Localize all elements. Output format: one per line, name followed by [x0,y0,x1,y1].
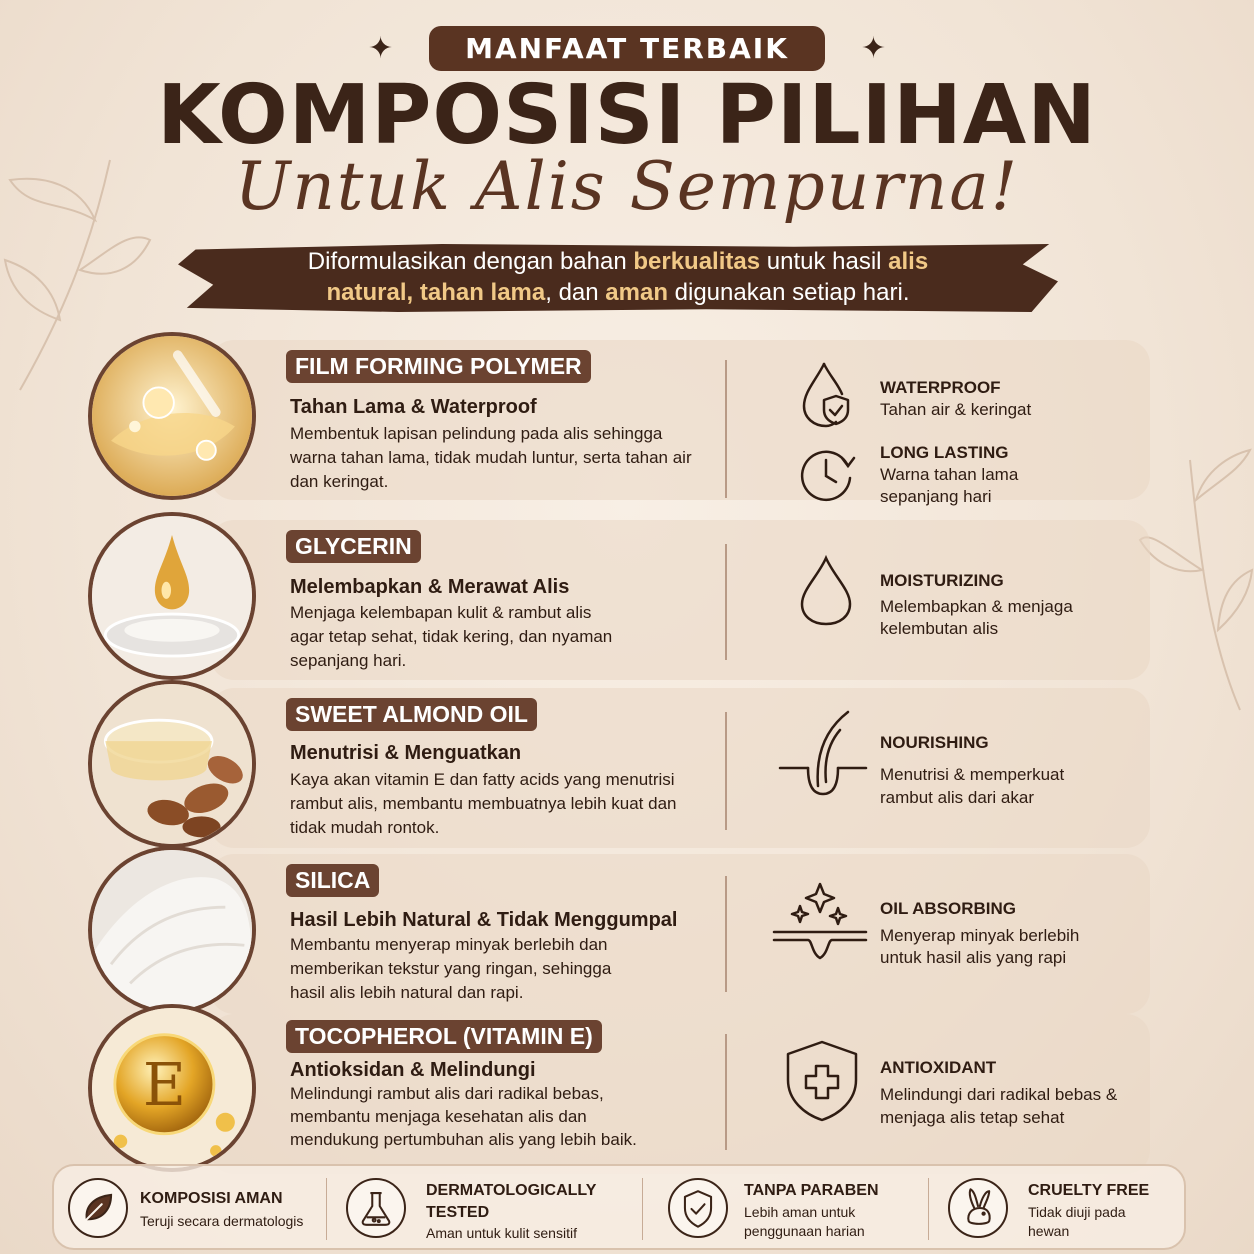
water-shield-icon [790,358,862,430]
benefit-title: ANTIOXIDANT [880,1058,997,1077]
footer-divider [642,1178,643,1240]
tagline-highlight: alis [888,248,929,275]
script-subtitle: Untuk Alis Sempurna! [234,148,1020,225]
trust-badge-komposisi-aman [54,1166,334,1252]
footer-divider [928,1178,929,1240]
ingredient-description: Membantu menyerap minyak berlebih dan memberikan tekstur yang ringan, sehingga hasil alis lebih natural dan rapi. [290,935,612,1002]
ingredient-label: SILICA [286,864,379,897]
sparkle-right-icon: ✦ [860,30,887,66]
benefit-title: WATERPROOF [880,378,1001,397]
row-divider [725,544,727,660]
trust-badge-dermatologically-tested [334,1166,634,1252]
row-divider [725,712,727,830]
silica-powder-photo-icon [88,846,256,1014]
ingredient-subtitle: Menutrisi & Menguatkan [290,742,522,764]
row-divider [725,360,727,498]
ingredient-subtitle: Antioksidan & Melindungi [290,1059,536,1081]
vitamin-e-photo-icon [88,1004,256,1172]
leaf-icon [68,1178,128,1238]
ingredient-label: SWEET ALMOND OIL [286,698,537,731]
hair-root-icon [778,710,868,800]
trust-badge-title: CRUELTY FREE [1028,1182,1150,1199]
gel-photo-icon [88,332,256,500]
tagline-text: , dan [545,279,606,306]
ingredient-description: Membentuk lapisan pelindung pada alis sehingga warna tahan lama, tidak mudah luntur, serta tahan air dan keringat. [290,424,692,491]
clock-icon [790,438,862,510]
benefit-title: NOURISHING [880,733,989,752]
benefit-title: MOISTURIZING [880,571,1004,590]
ingredient-subtitle: Hasil Lebih Natural & Tidak Menggumpal [290,909,678,931]
oil-absorb-icon [772,878,868,966]
tagline-text: untuk hasil [760,248,889,275]
row-divider [725,1034,727,1150]
trust-badge-tanpa-paraben [652,1166,932,1252]
ingredient-subtitle: Tahan Lama & Waterproof [290,396,537,418]
trust-badge-title: KOMPOSISI AMAN [140,1190,283,1207]
benefit-description: Melembapkan & menjaga kelembutan alis [880,597,1073,638]
page-title: KOMPOSISI PILIHAN [157,68,1097,163]
ingredient-description: Melindungi rambut alis dari radikal bebas, membantu menjaga kesehatan alis dan mendukung pertumbuhan alis yang lebih baik. [290,1084,637,1149]
sparkle-left-icon: ✦ [367,30,394,66]
benefit-title: LONG LASTING [880,443,1009,462]
benefit-description: Melindungi dari radikal bebas & menjaga alis tetap sehat [880,1085,1118,1127]
tagline-highlight: aman [605,279,668,306]
tagline-text: Diformulasikan dengan bahan [307,248,634,275]
trust-badge-description: Lebih aman untuk penggunaan harian [744,1204,865,1239]
ingredient-label: FILM FORMING POLYMER [286,350,591,383]
trust-badge-description: Tidak diuji pada hewan [1028,1204,1126,1239]
benefit-description: Warna tahan lama sepanjang hari [880,465,1019,506]
benefit-description: Menyerap minyak berlebih untuk hasil alis yang rapi [880,926,1080,967]
trust-badge-description: Teruji secara dermatologis [140,1213,304,1229]
glycerin-drop-photo-icon [88,512,256,680]
trust-badges-bar [52,1164,1186,1250]
flask-icon [346,1178,406,1238]
header-badge: MANFAAT TERBAIK [429,26,825,71]
rabbit-icon [948,1178,1008,1238]
shield-plus-icon [784,1040,860,1122]
vitamin-letter: E [142,1050,186,1120]
tagline-line-1 [190,246,1046,277]
ingredient-subtitle: Melembapkan & Merawat Alis [290,576,570,598]
trust-badge-title: DERMATOLOGICALLY TESTED [426,1182,597,1221]
footer-divider [326,1178,327,1240]
trust-badge-description: Aman untuk kulit sensitif [426,1225,577,1241]
trust-badge-cruelty-free [934,1166,1184,1252]
ingredient-label: GLYCERIN [286,530,421,563]
benefit-description: Menutrisi & memperkuat rambut alis dari akar [880,765,1065,807]
tagline [190,246,1046,308]
ingredient-description: Menjaga kelembapan kulit & rambut alis agar tetap sehat, tidak kering, dan nyaman sepanjang hari. [290,603,613,670]
trust-badge-title: TANPA PARABEN [744,1182,879,1199]
tagline-highlight: berkualitas [633,248,761,275]
almond-oil-photo-icon [88,680,256,848]
shield-check-icon [668,1178,728,1238]
benefit-title: OIL ABSORBING [880,899,1017,918]
ingredient-label: TOCOPHEROL (VITAMIN E) [286,1020,602,1053]
ingredient-description: Kaya akan vitamin E dan fatty acids yang menutrisi rambut alis, membantu membuatnya lebih kuat dan tidak mudah rontok. [290,770,677,837]
tagline-highlight: natural, tahan lama [326,279,546,306]
drop-icon [790,554,862,626]
tagline-line-2 [190,277,1046,308]
header-badge-row [0,26,1254,71]
tagline-text: digunakan setiap hari. [667,279,910,306]
row-divider [725,876,727,992]
benefit-description: Tahan air & keringat [880,400,1032,419]
